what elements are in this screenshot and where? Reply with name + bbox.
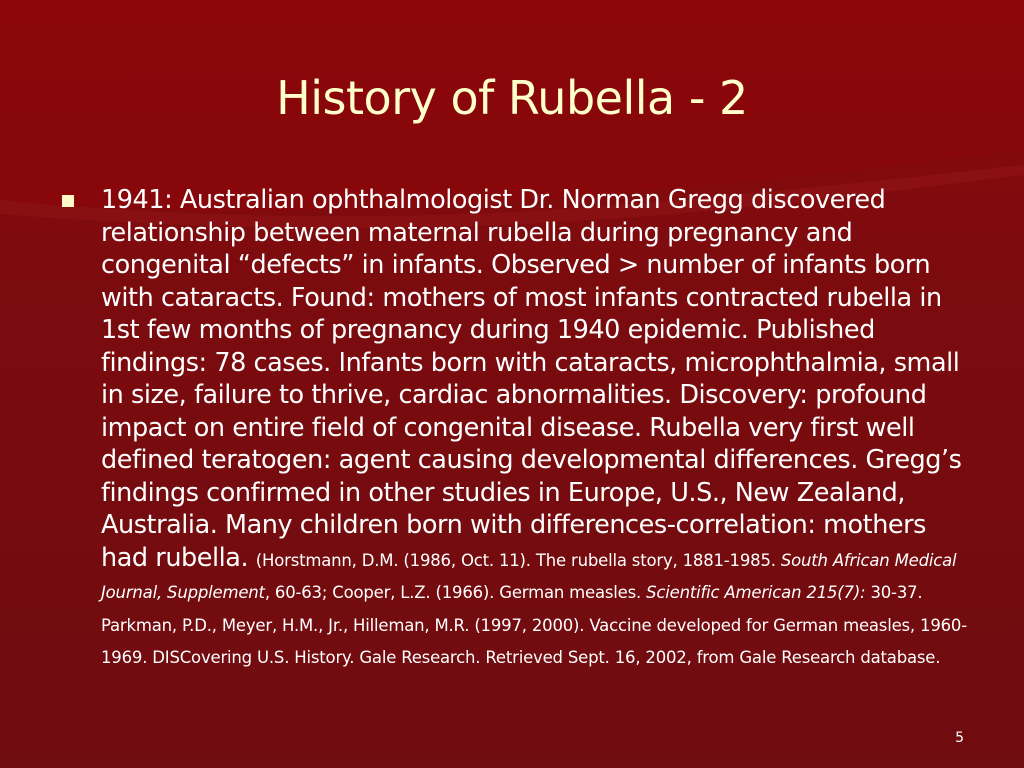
journal-title-2: Scientific American 215(7): [646,583,866,602]
bullet-text [101,184,974,672]
page-number: 5 [955,730,964,746]
reference-text-1: (Horstmann, D.M. (1986, Oct. 11). The rubella story, 1881-1985. [255,550,781,570]
journal-title-1: South African Medical Journal, Supplement [101,550,957,602]
reference-text-3: 30-37. Parkman, P.D., Meyer, H.M., Jr., Hilleman, M.R. (1997, 2000). Vaccine developed for German measles, 1960-1969. DISCovering U.S. History. Gale Research. Retrieved Sept. 16, 2002, from Gale Research database. [101,583,967,667]
bullet-main-text: 1941: Australian ophthalmologist Dr. Norman Gregg discovered relationship between maternal rubella during pregnancy and congenital “defects” in infants. Observed > number of infants born with cataracts. Found: mothers of most infants contracted rubella in 1st few months of pregnancy during 1940 epidemic. Published findings: 78 cases. Infants born with cataracts, microphthalmia, small in size, failure to thrive, cardiac abnormalities. Discovery: profound impact on entire field of congenital disease. Rubella very first well defined teratogen: agent causing developmental differences. Gregg’s findings confirmed in other studies in Europe, U.S., New Zealand, Australia. Many children born with differences-correlation: mothers had rubella. [101,185,962,573]
slide-body [62,184,974,672]
slide-title: History of Rubella - 2 [276,71,748,125]
bullet-square-icon [62,195,74,207]
reference-text-2: , 60-63; Cooper, L.Z. (1966). German measles. [264,583,647,602]
